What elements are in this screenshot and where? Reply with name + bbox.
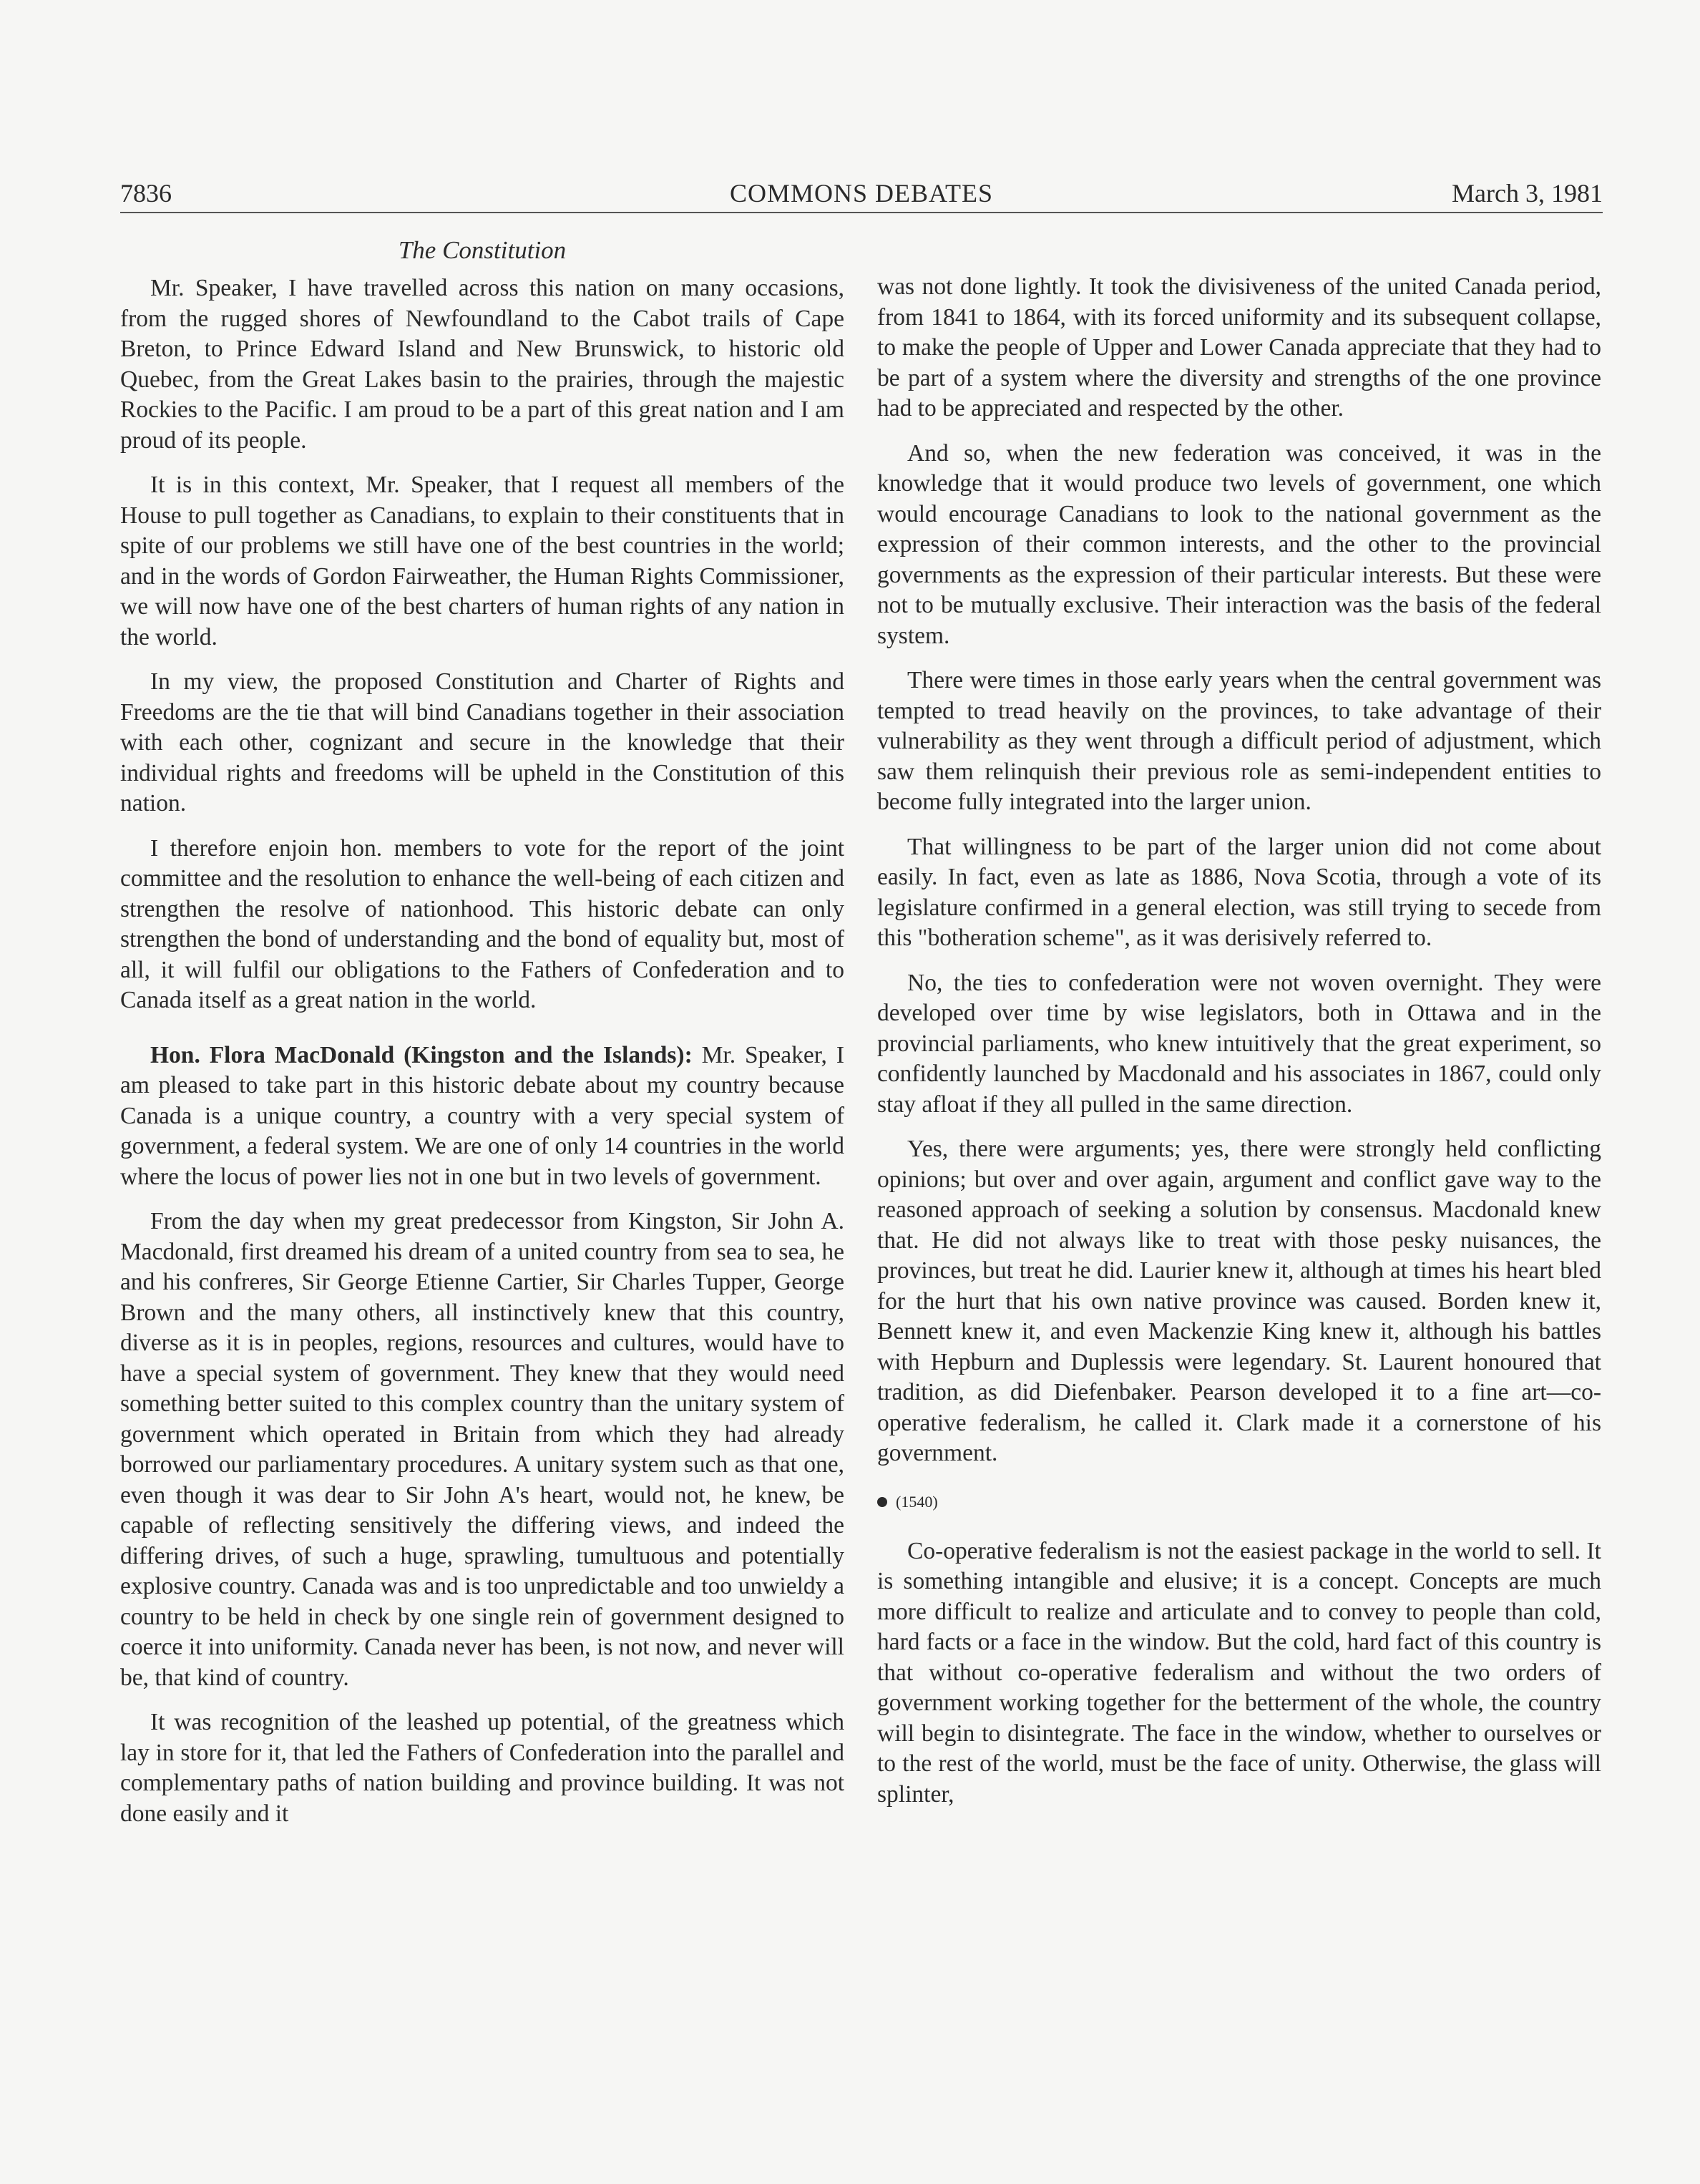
- paragraph: From the day when my great predecessor from Kingston, Sir John A. Macdonald, first dreamed his dream of a united country from sea to sea, he and his confreres, Sir George Etienne Cartier, Sir Charles Tupper, George Brown and the many others, all instinctively knew that this country, diverse as it is in peoples, regions, resources and cultures, would have to have a special system of government. They knew that they would need something better suited to this complex country than the unitary system of government which operated in Britain from which they had already borrowed our parliamentary procedures. A unitary system such as that one, even though it was dear to Sir John A's heart, would not, he knew, be capable of reflecting sensitively the differing views, and indeed the differing drives, of such a huge, sprawling, tumultuous and potentially explosive country. Canada was and is too unpredictable and too unwieldy a country to be held in check by one single rein of government designed to coerce it into uniformity. Canada never has been, is not now, and never will be, that kind of country.: [120, 1208, 844, 1691]
- section-title: The Constitution: [398, 236, 567, 264]
- paragraph: And so, when the new federation was conceived, it was in the knowledge that it would produce two levels of government, one which would encourage Canadians to look to the national government as the expression of their common interests, and the other to the provincial governments as the expression of their particular interests. But these were not to be mutually exclusive. Their interaction was the basis of the federal system.: [877, 439, 1601, 649]
- paragraph: Yes, there were arguments; yes, there were strongly held conflicting opinions; but over and over again, argument and conflict gave way to the reasoned approach of seeking a solution by consensus. Macdonald knew that. He did not always like to treat with those pesky nuisances, the provinces, but treat he did. Laurier knew it, although at times his heart bled for the hurt that his own native province was caused. Borden knew it, Bennett knew it, and even Mackenzie King knew it, although his battles with Hepburn and Duplessis were legendary. St. Laurent honoured that tradition, as did Diefenbaker. Pearson developed it to a fine art—co-operative federalism, he called it. Clark made it a cornerstone of his government.: [877, 1136, 1601, 1466]
- publication-title: COMMONS DEBATES: [729, 179, 994, 208]
- page-number: 7836: [120, 179, 172, 208]
- page-header: [120, 177, 1603, 213]
- paragraph: Mr. Speaker, I have travelled across this nation on many occasions, from the rugged shores of Newfoundland to the Cabot trails of Cape Breton, to Prince Edward Island and New Brunswick, to historic old Quebec, from the Great Lakes basin to the prairies, through the majestic Rockies to the Pacific. I am proud to be a part of this great nation and I am proud of its people.: [120, 275, 844, 454]
- paragraph: It is in this context, Mr. Speaker, that I request all members of the House to pull together as Canadians, to explain to their constituents that in spite of our problems we still have one of the best countries in the world; and in the words of Gordon Fairweather, the Human Rights Commissioner, we will now have one of the best charters of human rights of any nation in the world.: [120, 472, 844, 650]
- paragraph: That willingness to be part of the larger union did not come about easily. In fact, even as late as 1886, Nova Scotia, through a vote of its legislature confirmed in a general election, was still trying to secede from this "botheration scheme", as it was derisively referred to.: [877, 833, 1601, 951]
- speaker-paragraph: [120, 1040, 844, 1193]
- paragraph: I therefore enjoin hon. members to vote for the report of the joint committee and the resolution to enhance the well-being of each citizen and strengthen the resolve of nationhood. This historic debate can only strengthen the bond of understanding and the bond of equality but, most of all, it will fulfil our obligations to the Fathers of Confederation and to Canada itself as a great nation in the world.: [120, 834, 844, 1013]
- paragraph: In my view, the proposed Constitution and Charter of Rights and Freedoms are the tie that will bind Canadians together in their association with each other, cognizant and secure in the knowledge that their individual rights and freedoms will be upheld in the Constitution of this nation.: [120, 668, 844, 816]
- right-column: [877, 272, 1601, 1824]
- paragraph: It was recognition of the leashed up potential, of the greatness which lay in store for it, that led the Fathers of Confederation into the parallel and complementary paths of nation building and province building. It was not done easily and it: [120, 1709, 844, 1827]
- paragraph-text: Mr. Speaker, I am pleased to take part in this historic debate about my country because Canada is a unique country, a country with a very special system of government, a federal system. We are one of only 14 countries in the world where the locus of power lies not in one but in two levels of government.: [120, 1041, 844, 1190]
- paragraph: No, the ties to confederation were not woven overnight. They were developed over time by wise legislators, both in Ottawa and in the provincial parliaments, who knew intuitively that the great experiment, so confidently launched by Macdonald and his associates in 1867, could only stay afloat if they all pulled in the same direction.: [877, 969, 1601, 1118]
- time-marker-label: (1540): [896, 1492, 938, 1511]
- time-marker: [877, 1488, 1601, 1516]
- paragraph: Co-operative federalism is not the easiest package in the world to sell. It is something intangible and elusive; it is a concept. Concepts are much more difficult to realize and articulate and to convey to people than cold, hard facts or a face in the window. But the cold, hard fact of this country is that without co-operative federalism and without the two orders of government working together for the betterment of the whole, the country will begin to disintegrate. The face in the window, whether to ourselves or to the rest of the world, must be the face of unity. Otherwise, the glass will splinter,: [877, 1537, 1601, 1808]
- paragraph: was not done lightly. It took the divisiveness of the united Canada period, from 1841 to 1864, with its forced uniformity and its subsequent collapse, to make the people of Upper and Lower Canada appreciate that they had to be part of a system where the diversity and strengths of the one province had to be appreciated and respected by the other.: [877, 273, 1601, 421]
- publication-date: March 3, 1981: [1452, 179, 1603, 208]
- speaker-name: Hon. Flora MacDonald (Kingston and the Islands):: [150, 1041, 693, 1068]
- left-column: [120, 233, 844, 1843]
- bullet-icon: [877, 1497, 887, 1507]
- paragraph: There were times in those early years when the central government was tempted to tread heavily on the provinces, to take advantage of their vulnerability as they went through a difficult period of adjustment, which saw them relinquish their previous role as semi-independent entities to become fully integrated into the larger union.: [877, 667, 1601, 815]
